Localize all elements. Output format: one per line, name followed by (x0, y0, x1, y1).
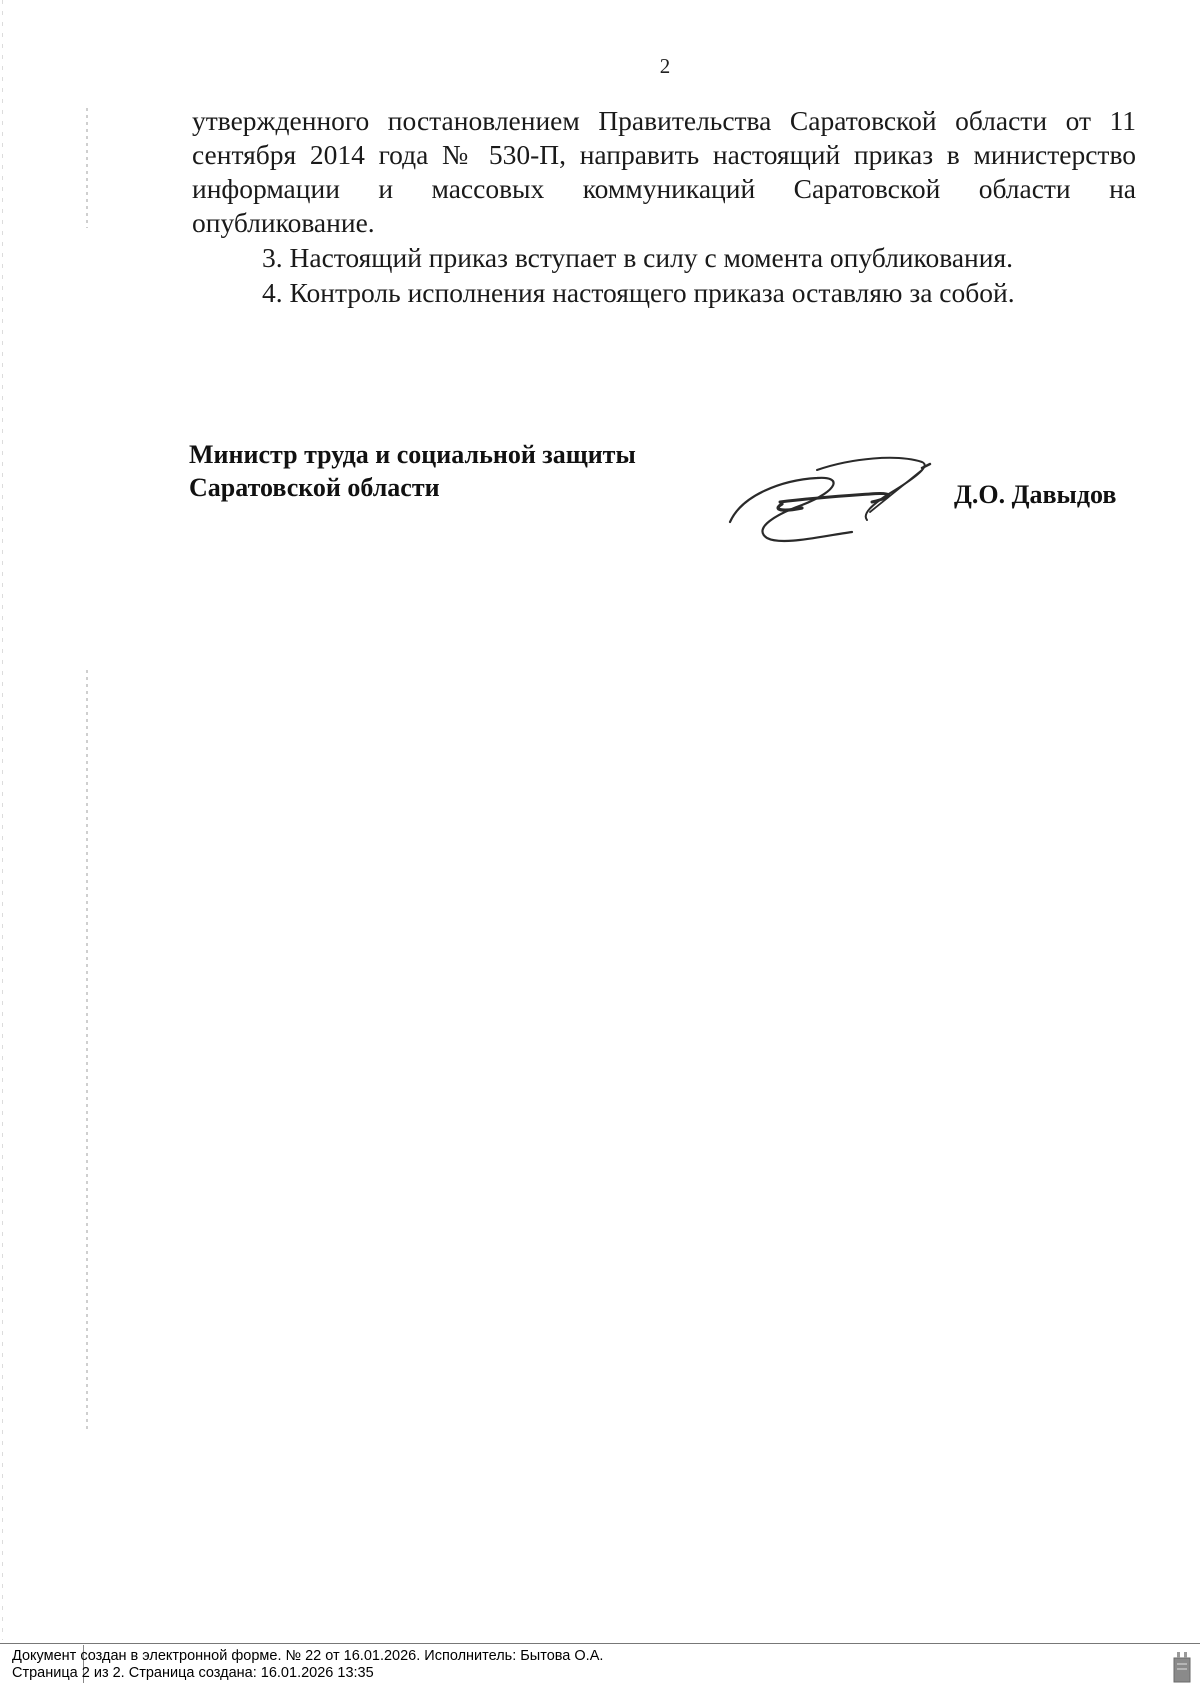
paragraph-continuation: утвержденного постановлением Правительства Саратовской области от 11 сентября 2014 года № 530-П, направить настоящий приказ в министерство информации и массовых коммуникаций Саратовской области на опубликование. (192, 105, 1136, 238)
list-item-4: 4. Контроль исполнения настоящего приказа оставляю за собой. (262, 277, 1015, 308)
signatory-position (189, 438, 636, 504)
signatory-position-line-1: Министр труда и социальной защиты (189, 440, 636, 469)
scan-artifact (86, 108, 88, 228)
signatory-position-line-2: Саратовской области (189, 473, 440, 502)
signatory-name: Д.О. Давыдов (954, 480, 1117, 509)
scan-artifact (86, 670, 88, 1430)
footer-line-2: Страница 2 из 2. Страница создана: 16.01.2026 13:35 (12, 1665, 374, 1681)
document-body (192, 104, 1136, 310)
list-item-3: 3. Настоящий приказ вступает в силу с момента опубликования. (262, 242, 1014, 273)
document-stamp-icon (1172, 1650, 1192, 1684)
page-number: 2 (659, 54, 671, 78)
electronic-document-footer (12, 1648, 603, 1682)
footer-line-1: Документ создан в электронной форме. № 22 от 16.01.2026. Исполнитель: Бытова О.А. (12, 1648, 604, 1664)
handwritten-signature (722, 450, 952, 550)
scan-artifact (2, 0, 3, 1640)
footer-divider (0, 1643, 1200, 1644)
